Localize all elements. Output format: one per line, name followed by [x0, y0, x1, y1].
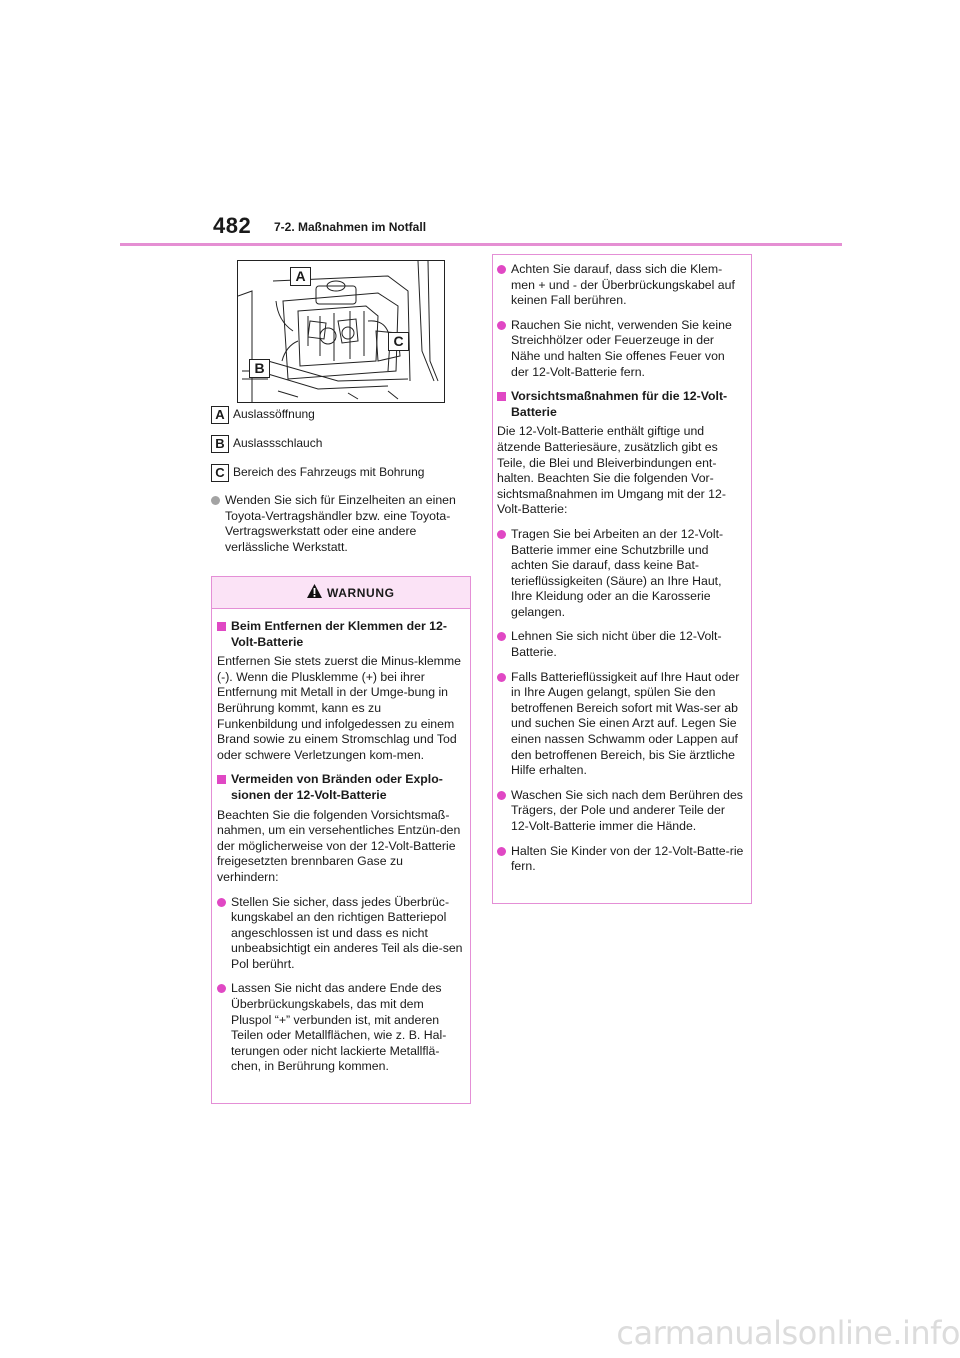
right-bullet-3	[497, 670, 745, 779]
square-bullet-icon	[497, 392, 506, 401]
warning-bullet-1-text: Stellen Sie sicher, dass jedes Überbrüc-kungskabel an den richtigen Batteriepol angeschlossen ist und dass es nicht unbeabsichtigt ein anderes Teil als die-sen Pol berührt.	[231, 894, 463, 971]
warning-continuation-box	[492, 254, 752, 904]
bullet-dot-icon	[217, 984, 226, 993]
legend-item-a	[211, 406, 469, 426]
legend-item-b	[211, 435, 469, 455]
section-title: 7-2. Maßnahmen im Notfall	[274, 220, 427, 234]
warning-heading-2-text: Vermeiden von Bränden oder Explo-sionen der 12-Volt-Batterie	[231, 772, 443, 802]
legend-badge-a: A	[211, 406, 229, 424]
warning-bullet-1	[217, 895, 464, 973]
warning-box	[211, 576, 471, 1104]
page-number: 482	[213, 213, 252, 238]
right-bullet-4-text: Waschen Sie sich nach dem Berühren des Trägers, der Pole und anderer Teile der 12-Volt-Batterie immer die Hände.	[511, 787, 743, 833]
bullet-dot-icon	[217, 898, 226, 907]
legend-text-c: Bereich des Fahrzeugs mit Bohrung	[233, 465, 425, 479]
warning-continuation-body	[493, 255, 751, 875]
bullet-dot-icon	[497, 673, 506, 682]
header-rule	[120, 243, 842, 246]
bullet-dot-icon	[497, 321, 506, 330]
bullet-dot-icon	[497, 265, 506, 274]
figure-label-c: C	[388, 332, 409, 351]
square-bullet-icon	[217, 622, 226, 631]
battery-precautions-heading	[497, 389, 745, 420]
figure-label-b: B	[249, 359, 270, 378]
warning-bullet-2	[217, 981, 464, 1075]
warning-title: WARNUNG	[327, 586, 395, 600]
right-bullet-5-text: Halten Sie Kinder von der 12-Volt-Batte-rie fern.	[511, 843, 744, 874]
right-bullet-top-2-text: Rauchen Sie nicht, verwenden Sie keine Streichhölzer oder Feuerzeuge in der Nähe und halten Sie offenes Feuer von der 12-Volt-Batterie fern.	[511, 317, 732, 379]
bullet-dot-icon	[497, 632, 506, 641]
right-bullet-5	[497, 844, 745, 875]
dealer-note	[211, 493, 477, 555]
warning-paragraph-2: Beachten Sie die folgenden Vorsichtsmaß-nahmen, um ein versehentliches Entzün-den der möglicherweise von der 12-Volt-Batterie freigesetzten brennbaren Gase zu verhindern:	[217, 807, 461, 884]
right-bullet-2	[497, 629, 745, 660]
battery-precautions-paragraph: Die 12-Volt-Batterie enthält giftige und ätzende Batteriesäure, zusätzlich gibt es Teile, die Blei und Bleiverbindungen ent-halten. Beachten Sie die folgenden Vor-sichtsmaßnahmen im Umgang mit der 12-Volt-Batterie:	[497, 424, 726, 517]
bullet-dot-icon	[497, 530, 506, 539]
right-bullet-top-1-text: Achten Sie darauf, dass sich die Klem-men + und - der Überbrückungskabel auf keinen Fall berühren.	[511, 262, 735, 308]
right-bullet-top-2	[497, 318, 745, 380]
right-bullet-4	[497, 788, 745, 835]
watermark: carmanualsonline.info	[616, 1314, 960, 1352]
warning-triangle-icon	[306, 583, 323, 599]
figure-label-a: A	[290, 267, 311, 286]
engine-drawing	[238, 261, 444, 402]
warning-bullet-2-text: Lassen Sie nicht das andere Ende des Überbrückungskabels, das mit dem Pluspol “+” verbunden ist, mit anderen Teilen oder Metallflächen, wie z. B. Hal-terungen oder nicht lackierte Metallflä-chen, in Berührung kommen.	[231, 981, 447, 1074]
warning-paragraph-1: Entfernen Sie stets zuerst die Minus-klemme (-). Wenn die Plusklemme (+) bei ihrer Entfernung mit Metall in der Umge-bung in Berührung kommt, kann es zu Funkenbildung und infolgedessen zu einem Brand sowie zu einem Stromschlag und Tod oder schwere Verletzungen kom-men.	[217, 654, 461, 762]
bullet-dot-icon	[497, 847, 506, 856]
battery-precautions-heading-text: Vorsichtsmaßnahmen für die 12-Volt-Batterie	[511, 389, 728, 419]
bullet-dot-icon	[497, 791, 506, 800]
right-bullet-top-1	[497, 262, 745, 309]
square-bullet-icon	[217, 775, 226, 784]
right-bullet-3-text: Falls Batterieflüssigkeit auf Ihre Haut oder in Ihre Augen gelangt, spülen Sie den betroffenen Bereich sofort mit Was-ser ab und suchen Sie einen Arzt auf. Legen Sie einen nassen Schwamm oder Lappen auf den betroffenen Bereich, bis Sie ärztliche Hilfe erhalten.	[511, 669, 740, 778]
engine-bay-illustration	[237, 260, 445, 403]
bullet-dot-icon	[211, 496, 220, 505]
legend-text-b: Auslassschlauch	[233, 436, 323, 450]
warning-header	[212, 577, 470, 609]
right-bullet-2-text: Lehnen Sie sich nicht über die 12-Volt-Batterie.	[511, 629, 722, 660]
warning-heading-1	[217, 619, 464, 650]
right-bullet-1-text: Tragen Sie bei Arbeiten an der 12-Volt-Batterie immer eine Schutzbrille und achten Sie darauf, dass keine Bat-terieflüssigkeiten (Säure) an Ihre Haut, Ihre Kleidung oder an die Karosserie gelangen.	[511, 526, 724, 619]
warning-heading-2	[217, 772, 464, 803]
dealer-note-text: Wenden Sie sich für Einzelheiten an einen Toyota-Vertragshändler bzw. eine Toyota-Vertragswerkstatt oder eine andere verlässliche Werkstatt.	[225, 493, 456, 554]
warning-heading-1-text: Beim Entfernen der Klemmen der 12-Volt-Batterie	[231, 619, 447, 649]
legend-badge-c: C	[211, 464, 229, 482]
legend-item-c	[211, 464, 469, 484]
legend-text-a: Auslassöffnung	[233, 407, 315, 421]
right-bullet-1	[497, 527, 745, 621]
warning-body	[212, 609, 470, 1075]
legend-badge-b: B	[211, 435, 229, 453]
